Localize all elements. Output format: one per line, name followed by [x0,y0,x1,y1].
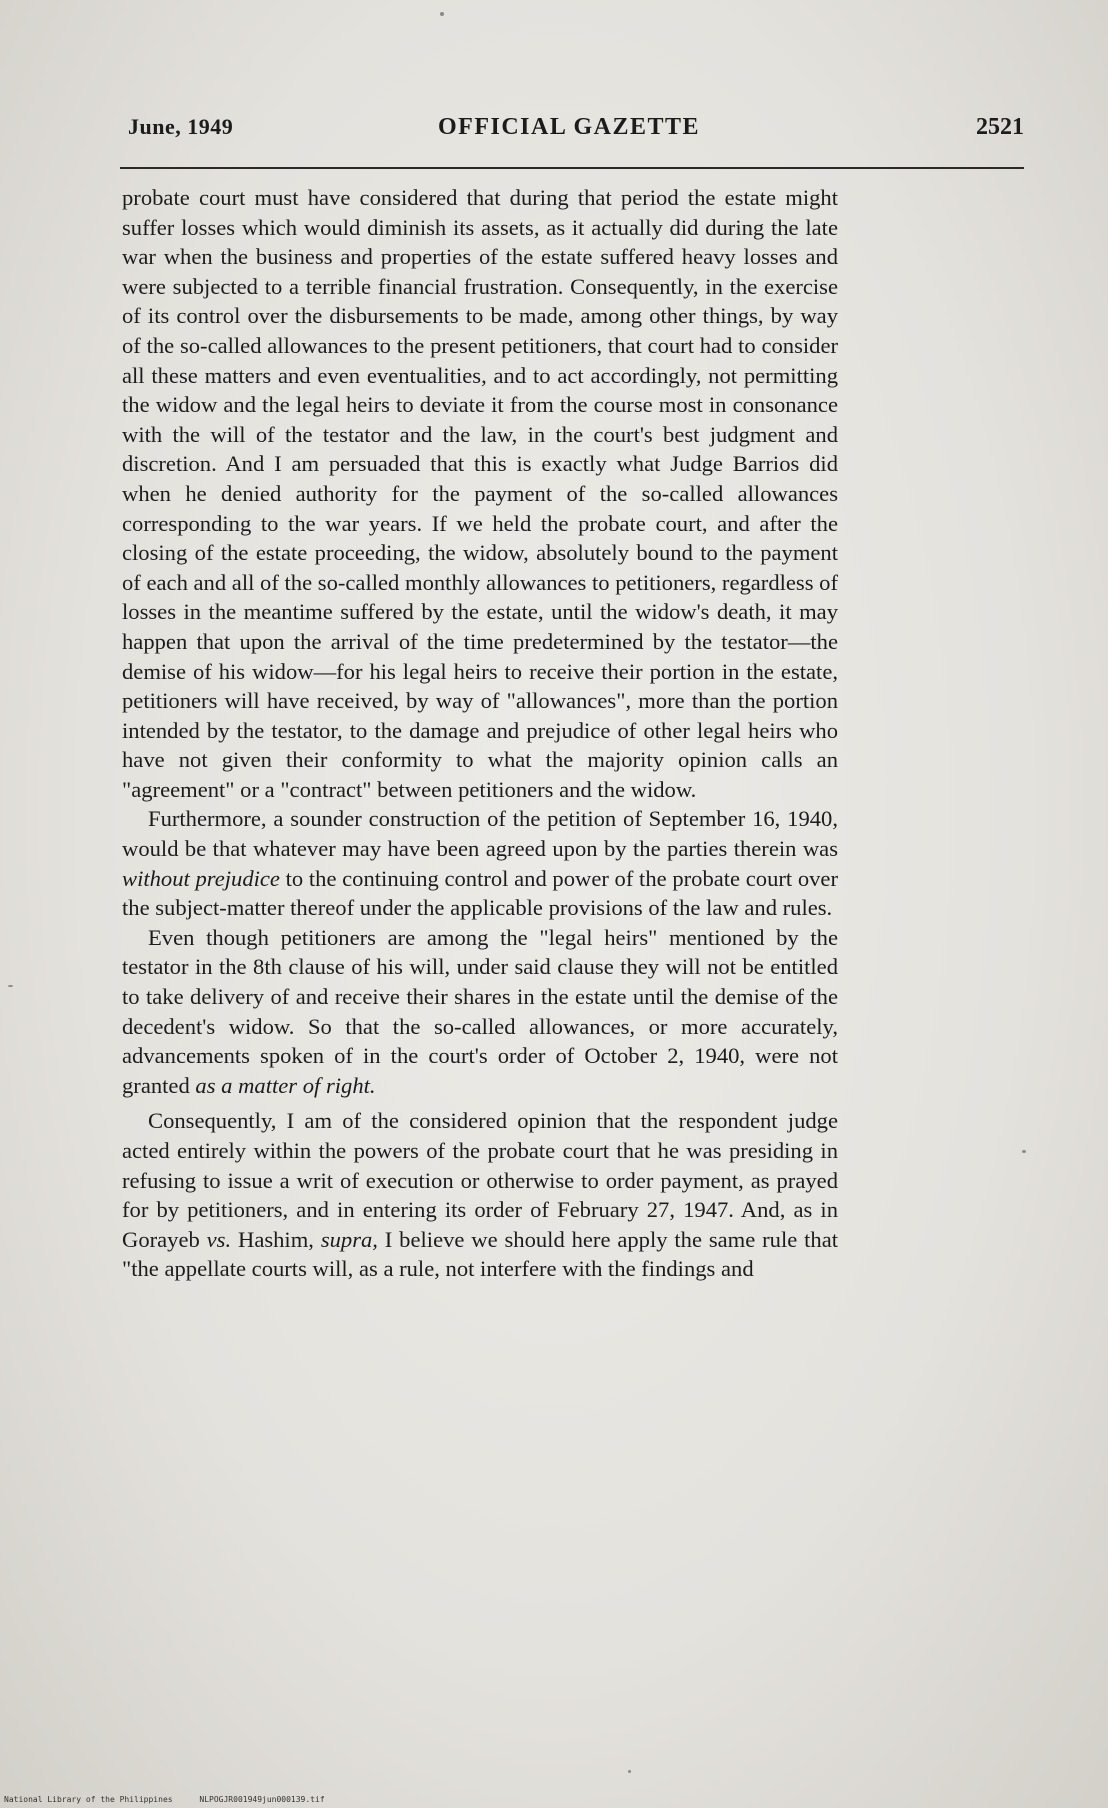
paragraph-text: to the continuing control and power of the probate court over the subject-matter thereof under the applicable provisions of the law and rules. [122,865,838,921]
header-rule [120,167,1024,169]
page-number: 2521 [976,114,1024,140]
paragraph-text: Furthermore, a sounder construction of the petition of September 16, 1940, would be that whatever may have been agreed upon by the parties therein was [122,806,838,862]
scan-speck [440,12,444,16]
emphasis-text: without prejudice [122,865,280,891]
paragraph-text: I believe we should here apply the same rule that "the appellate courts will, as a rule, not interfere with the findings and [122,1226,839,1282]
footer-source: National Library of the Philippines [4,1795,173,1804]
paragraph-text: Even though petitioners are among the "legal heirs" mentioned by the testator in the 8th clause of his will, under said clause they will not be entitled to take delivery of and receive their shares in the estate until the demise of the decedent's widow. So that the so-called allowances, or more accurately, advancements spoken of in the court's order of October 2, 1940, were not granted [122,924,838,1098]
scan-speck [1022,1150,1026,1153]
body-text [122,183,838,1284]
page-header [126,114,1024,158]
paragraph-text: Hashim, [231,1226,321,1252]
scan-speck [8,985,13,987]
emphasis-text: vs. [206,1226,232,1252]
scan-footer [4,1795,347,1804]
paragraph-furthermore [122,804,838,922]
paragraph-conclusion [122,1106,838,1284]
paragraph-text: Consequently, I am of the considered opinion that the respondent judge acted entirely within the powers of the probate court that he was presiding in refusing to issue a writ of execution or otherwise to order payment, as prayed for by petitioners, and in entering its order of February 27, 1947. And, as in Gorayeb [122,1108,838,1252]
paragraph-continuation: probate court must have considered that during that period the estate might suffer losses which would diminish its assets, as it actually did during the late war when the business and properties of the estate suffered heavy losses and were subjected to a terrible financial frustration. Consequently, in the exercise of its control over the disbursements to be made, among other things, by way of the so-called allowances to the present petitioners, that court had to consider all these matters and even eventualities, and to act accordingly, not permitting the widow and the legal heirs to deviate it from the course most in consonance with the will of the testator and the law, in the court's best judgment and discretion. And I am persuaded that this is exactly what Judge Barrios did when he denied authority for the payment of the so-called allowances corresponding to the war years. If we held the probate court, and after the closing of the estate proceeding, the widow, absolutely bound to the payment of each and all of the so-called monthly allowances to petitioners, regardless of losses in the meantime suffered by the estate, until the widow's death, it may happen that upon the arrival of the time predetermined by the testator—the demise of his widow—for his legal heirs to receive their portion in the estate, petitioners will have received, by way of "allowances", more than the portion intended by the testator, to the damage and prejudice of other legal heirs who have not given their conformity to what the majority opinion calls an "agreement" or a "contract" between petitioners and the widow. [122,185,838,802]
header-title: OFFICIAL GAZETTE [438,114,701,140]
header-date: June, 1949 [128,114,234,139]
scan-speck [628,1770,631,1773]
emphasis-text: supra, [320,1226,378,1252]
paragraph-legal-heirs [122,923,838,1101]
footer-file: NLPOGJR001949jun000139.tif [199,1795,325,1804]
emphasis-text: as a matter of right. [195,1072,376,1098]
